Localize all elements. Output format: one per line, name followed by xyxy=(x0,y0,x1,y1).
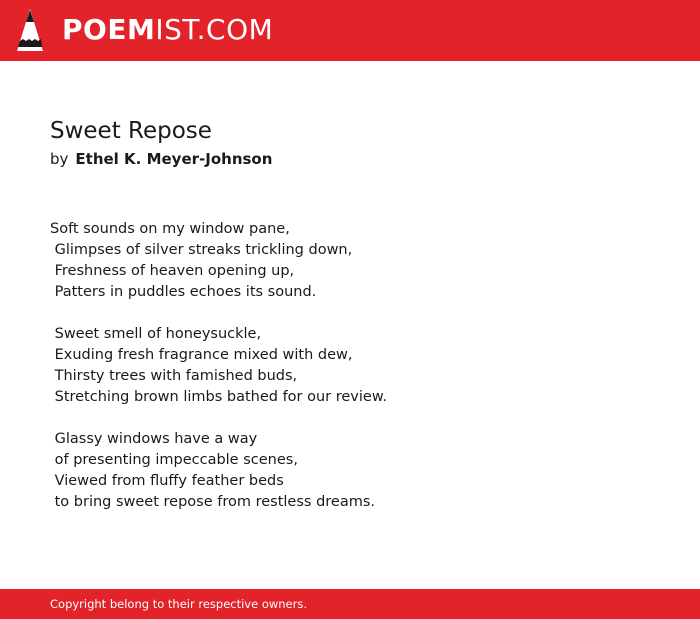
poem-line: Viewed from fluffy feather beds xyxy=(50,473,284,489)
poem-line: Exuding fresh fragrance mixed with dew, xyxy=(50,347,353,363)
stanza xyxy=(50,429,670,513)
stanza xyxy=(50,219,670,303)
copyright-text: Copyright belong to their respective owners. xyxy=(50,597,308,611)
poem-line: Stretching brown limbs bathed for our review. xyxy=(50,389,387,405)
poem-line: Freshness of heaven opening up, xyxy=(50,263,295,279)
logo-light-text: IST.COM xyxy=(155,13,274,46)
poem-line: of presenting impeccable scenes, xyxy=(50,452,298,468)
poem-line: Glassy windows have a way xyxy=(50,431,258,447)
poem-line: Thirsty trees with famished buds, xyxy=(50,368,298,384)
author-name: Ethel K. Meyer-Johnson xyxy=(75,150,273,168)
site-footer xyxy=(0,589,700,619)
poem-title: Sweet Repose xyxy=(50,118,212,144)
poem-line: Patters in puddles echoes its sound. xyxy=(50,284,317,300)
poem-line: Soft sounds on my window pane, xyxy=(50,221,290,237)
stanza xyxy=(50,324,670,408)
logo-bold-text: POEM xyxy=(62,13,156,46)
poem-line: Sweet smell of honeysuckle, xyxy=(50,326,262,342)
site-header xyxy=(0,0,700,61)
poem-line: to bring sweet repose from restless dreams. xyxy=(50,494,376,510)
poem-body xyxy=(50,219,670,534)
byline xyxy=(50,149,272,169)
pencil-tip-icon xyxy=(17,9,43,51)
site-logo-link[interactable] xyxy=(62,13,273,47)
poem-line: Glimpses of silver streaks trickling down, xyxy=(50,242,353,258)
by-label: by xyxy=(50,150,69,168)
